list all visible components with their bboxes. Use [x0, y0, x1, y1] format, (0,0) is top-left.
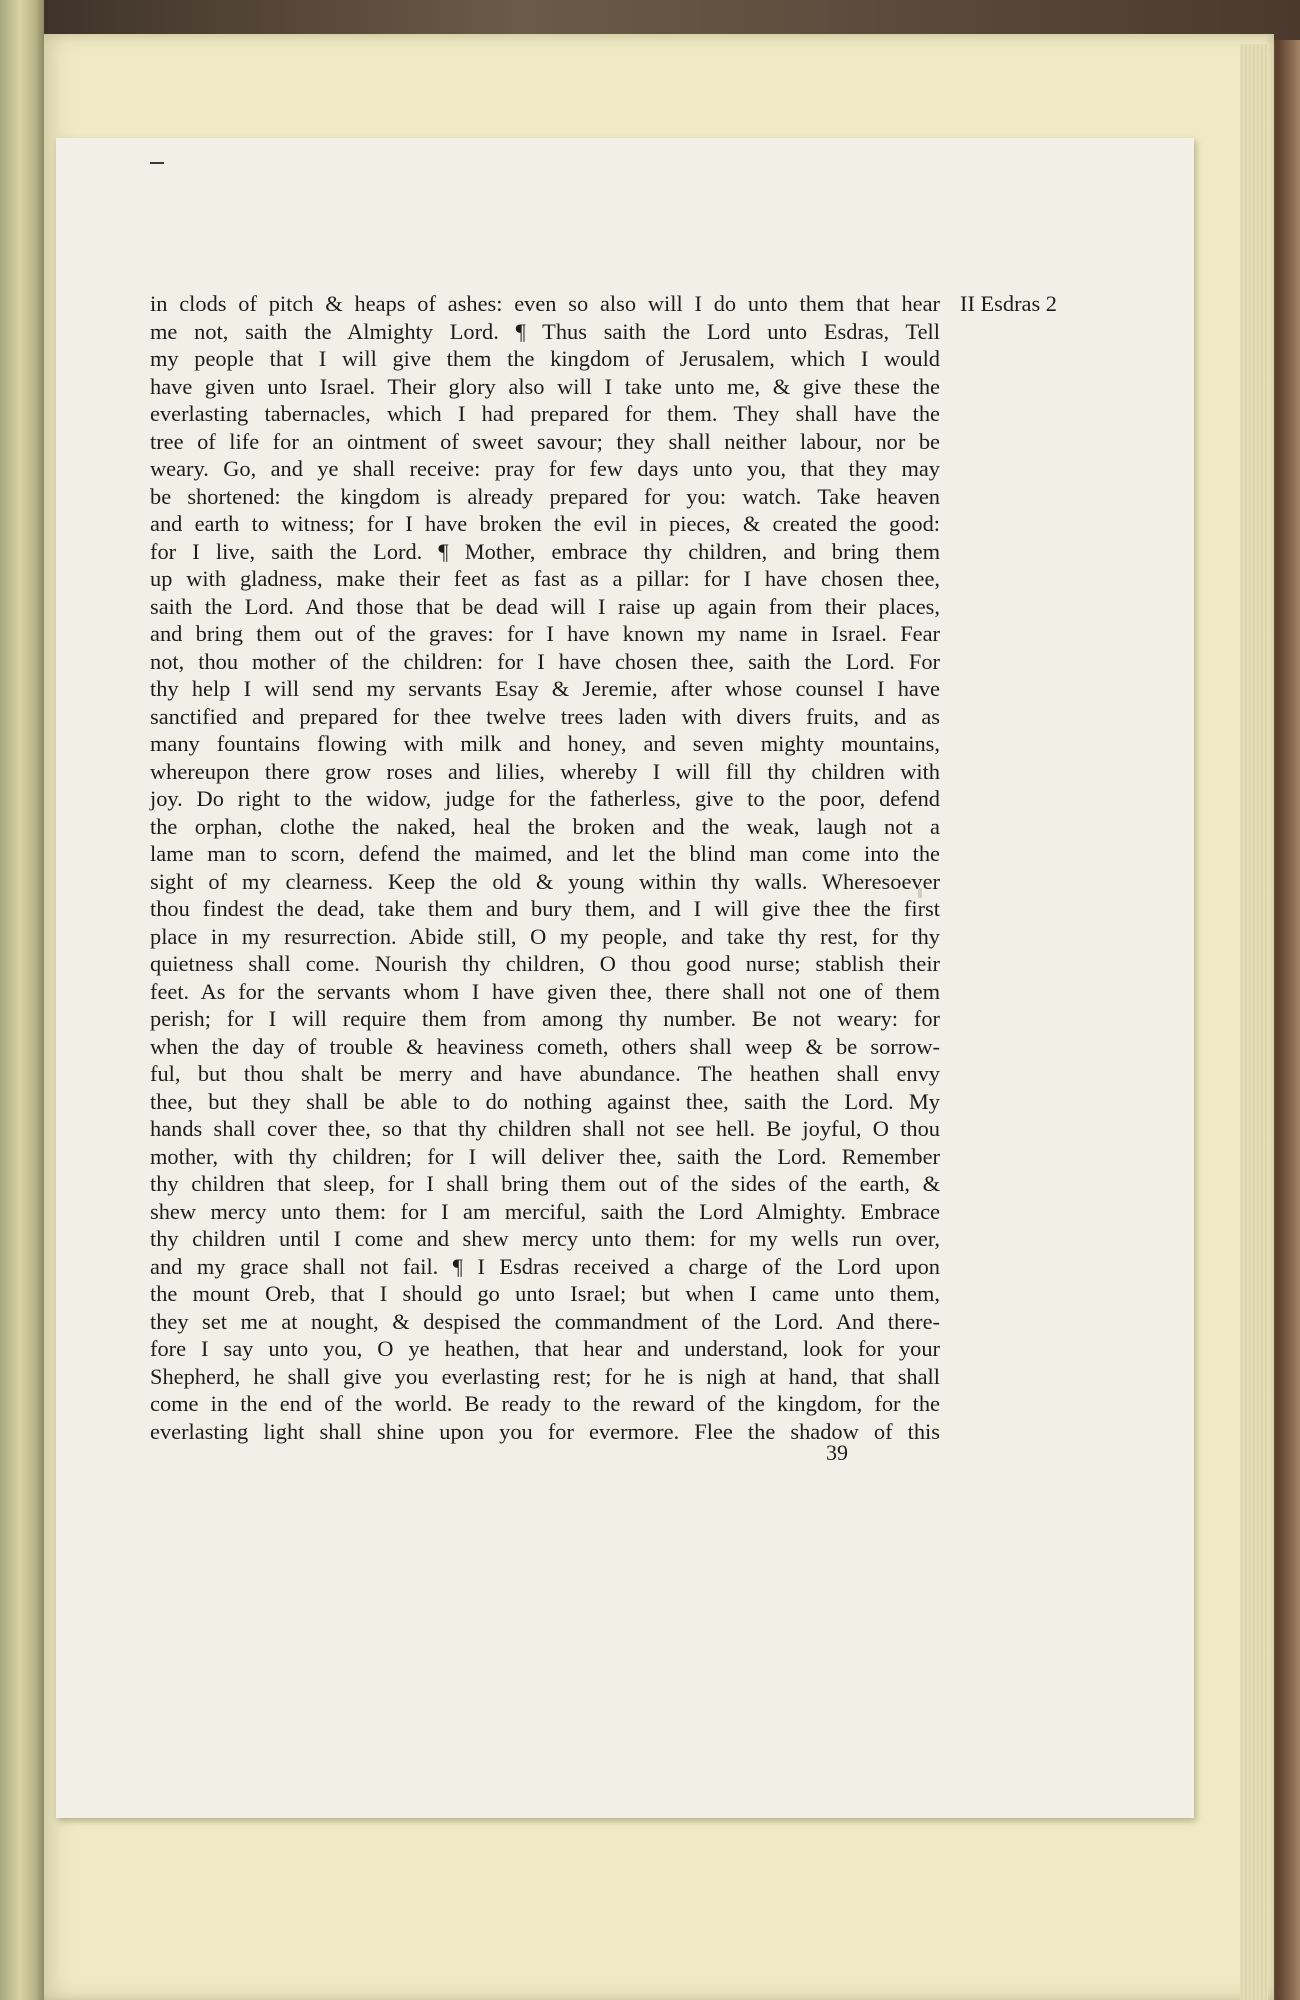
text-line: my people that I will give them the kingdom of Jerusalem, which I would	[150, 346, 940, 371]
text-line: joy. Do right to the widow, judge for the fatherless, give to the poor, defend	[150, 786, 940, 811]
text-line: mother, with thy children; for I will deliver thee, saith the Lord. Remember	[150, 1143, 940, 1169]
text-line: quietness shall come. Nourish thy children, O thou good nurse; stablish their	[150, 951, 940, 976]
text-line: and my grace shall not fail. ¶ I Esdras received a charge of the Lord upon	[150, 1253, 940, 1279]
text-line: thee, but they shall be able to do nothing against thee, saith the Lord. My	[150, 1088, 940, 1114]
text-line: up with gladness, make their feet as fast as a pillar: for I have chosen thee,	[150, 566, 940, 591]
text-line: saith the Lord. And those that be dead will I raise up again from their places,	[150, 593, 940, 619]
text-line: hands shall cover thee, so that thy children shall not see hell. Be joyful, O thou	[150, 1116, 940, 1141]
text-line: ful, but thou shalt be merry and have abundance. The heathen shall envy	[150, 1061, 940, 1086]
text-line: lame man to scorn, defend the maimed, and let the blind man come into the	[150, 841, 940, 866]
text-line: feet. As for the servants whom I have given thee, there shall not one of them	[150, 978, 940, 1004]
paper-blemish	[918, 888, 922, 898]
text-line: thy help I will send my servants Esay & Jeremie, after whose counsel I have	[150, 676, 940, 701]
printer-mark	[150, 162, 164, 164]
text-line: sanctified and prepared for thee twelve trees laden with divers fruits, and as	[150, 703, 940, 729]
text-line: fore I say unto you, O ye heathen, that hear and understand, look for your	[150, 1336, 940, 1361]
text-line: when the day of trouble & heaviness cometh, others shall weep & be sorrow-	[150, 1033, 940, 1059]
text-line: place in my resurrection. Abide still, O my people, and take thy rest, for thy	[150, 923, 940, 949]
text-line: thy children until I come and shew mercy unto them: for my wells run over,	[150, 1226, 940, 1251]
text-line: and earth to witness; for I have broken the evil in pieces, & created the good:	[150, 511, 940, 536]
text-line: everlasting light shall shine upon you for evermore. Flee the shadow of this	[150, 1418, 940, 1444]
text-line: they set me at nought, & despised the commandment of the Lord. And there-	[150, 1308, 940, 1334]
text-line: be shortened: the kingdom is already prepared for you: watch. Take heaven	[150, 483, 940, 509]
text-line: me not, saith the Almighty Lord. ¶ Thus saith the Lord unto Esdras, Tell	[150, 318, 940, 344]
text-line: shew mercy unto them: for I am merciful, saith the Lord Almighty. Embrace	[150, 1198, 940, 1224]
text-line: whereupon there grow roses and lilies, whereby I will fill thy children with	[150, 758, 940, 784]
text-line: many fountains flowing with milk and honey, and seven mighty mountains,	[150, 731, 940, 756]
text-line: have given unto Israel. Their glory also will I take unto me, & give these the	[150, 373, 940, 399]
text-line: perish; for I will require them from among thy number. Be not weary: for	[150, 1006, 940, 1031]
text-line: the mount Oreb, that I should go unto Israel; but when I came unto them,	[150, 1281, 940, 1306]
text-line: come in the end of the world. Be ready to the reward of the kingdom, for the	[150, 1391, 940, 1416]
page-number: 39	[826, 1440, 848, 1465]
text-line: thou findest the dead, take them and bury them, and I will give thee the first	[150, 896, 940, 921]
body-text	[150, 290, 940, 1445]
text-line: thy children that sleep, for I shall bring them out of the sides of the earth, &	[150, 1171, 940, 1196]
running-head-margin-note: II Esdras 2	[960, 291, 1057, 316]
text-line: the orphan, clothe the naked, heal the broken and the weak, laugh not a	[150, 813, 940, 839]
text-line: weary. Go, and ye shall receive: pray for few days unto you, that they may	[150, 456, 940, 481]
printed-page	[56, 138, 1194, 1818]
text-line: and bring them out of the graves: for I have known my name in Israel. Fear	[150, 621, 940, 646]
text-line: sight of my clearness. Keep the old & young within thy walls. Wheresoever	[150, 868, 940, 894]
page-stack-edge	[1240, 44, 1268, 2000]
text-line: everlasting tabernacles, which I had prepared for them. They shall have the	[150, 401, 940, 426]
text-line: Shepherd, he shall give you everlasting rest; for he is nigh at hand, that shall	[150, 1363, 940, 1389]
text-line: tree of life for an ointment of sweet savour; they shall neither labour, nor be	[150, 428, 940, 454]
facing-page-edge	[0, 0, 44, 2000]
text-line: in clods of pitch & heaps of ashes: even so also will I do unto them that hear	[150, 291, 940, 316]
text-line: for I live, saith the Lord. ¶ Mother, embrace thy children, and bring them	[150, 538, 940, 564]
text-line: not, thou mother of the children: for I have chosen thee, saith the Lord. For	[150, 648, 940, 674]
